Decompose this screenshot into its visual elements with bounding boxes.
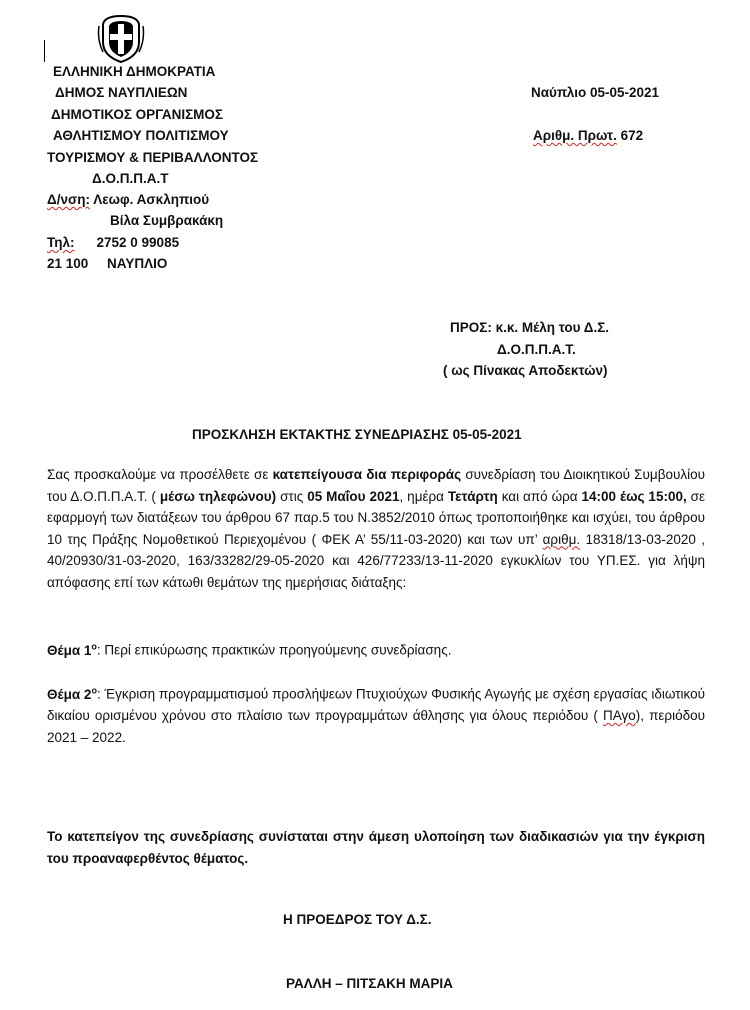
invitation-text-7: 18318/13-03-2020 , 40/20930/31-03-2020, 163/33282/29-05-2020 και 426/77233/13-11-2020 εγκυκλίων του ΥΠ.ΕΣ. για λήψη απόφασης επί των κάτωθι θεμάτων της ημερήσιας διάταξης: [47,531,705,590]
urgency-statement: Το κατεπείγον της συνεδρίασης συνίσταται στην άμεση υλοποίηση των διαδικασιών για την έγκριση του προαναφερθέντος θέματος. [47,829,705,866]
topic-2-text-a: : Έγκριση προγραμματισμού προσλήψεων Πτυχιούχων Φυσικής Αγωγής με σχέση εργασίας ιδιωτικού δικαίου ορισμένου χρόνου στο πλαίσιο των προγραμμάτων άθλησης για όλους περιόδου ( [47,686,705,723]
topic-1-label: Θέμα $1^o$ [47,641,97,658]
recipient-line-1: ΠΡΟΣ: κ.κ. Μέλη του Δ.Σ. [450,320,610,335]
issuer-municipality: ΔΗΜΟΣ ΝΑΥΠΛΙΕΩΝ [55,85,188,100]
recipient-line-2: Δ.Ο.Π.Π.Α.Τ. [497,342,576,357]
issuer-republic: ΕΛΛΗΝΙΚΗ ΔΗΜΟΚΡΑΤΙΑ [53,64,216,79]
topic-2-abbr: ΠΑγο [602,708,636,723]
invitation-text-3: στις [276,488,308,504]
protocol-label: Αριθμ. Πρωτ. [533,128,617,143]
issuer-acronym: Δ.Ο.Π.Π.Α.Τ [92,171,169,186]
issuer-phone [47,232,179,254]
agenda-topic-1 [47,636,705,661]
agenda-topic-2 [47,680,705,748]
document-title: ΠΡΟΣΚΛΗΣΗ ΕΚΤΑΚΤΗΣ ΣΥΝΕΔΡΙΑΣΗΣ 05-05-2021 [192,427,522,442]
issuer-organization-1: ΔΗΜΟΤΙΚΟΣ ΟΡΓΑΝΙΣΜΟΣ [51,107,224,122]
place-date: Ναύπλιο 05-05-2021 [531,85,660,100]
invitation-weekday: Τετάρτη [447,488,498,504]
protocol-value: 672 [616,128,644,143]
protocol-number [533,125,643,147]
invitation-time: 14:00 έως 15:00, [581,488,687,504]
topic-2-label: Θέμα $2^o$ [47,685,97,702]
invitation-urgent: κατεπείγουσα δια περιφοράς [272,467,462,482]
signatory-name: ΡΑΛΛΗ – ΠΙΤΣΑΚΗ ΜΑΡΙΑ [286,976,453,991]
invitation-text-4: , ημέρα [399,488,448,504]
recipient-line-3: ( ως Πίνακας Αποδεκτών) [443,363,608,378]
topic-1-text: : Περί επικύρωσης πρακτικών προηγούμενης συνεδρίασης. [96,642,452,658]
issuer-address [47,189,209,211]
greek-coat-of-arms-icon [97,12,145,64]
text-cursor [44,40,45,62]
phone-label: Τηλ: [47,235,75,250]
phone-number: 2752 0 99085 [96,235,180,250]
address-label: Δ/νση: [47,192,90,207]
invitation-number-abbr: αριθμ. [542,531,581,547]
issuer-postal: 21 100 ΝΑΥΠΛΙΟ [47,256,168,271]
invitation-paragraph [47,464,705,593]
invitation-text-6: σε εφαρμογή των διατάξεων του άρθρου 67 παρ.5 του Ν.3852/2010 όπως τροποποιήθηκε και ισχύει, του άρθρου 10 της Πράξης Νομοθετικού Περιεχομένου ( ΦΕΚ Α’ 55/11-03-2020) και των υπ’ [47,488,705,547]
issuer-address-building: Βίλα Συμβρακάκη [110,213,224,228]
invitation-by-phone: μέσω τηλεφώνου) [159,488,277,504]
invitation-text-5: και από ώρα [497,488,582,504]
invitation-text-2: συνεδρίαση του Διοικητικού Συμβουλίου του Δ.Ο.Π.Π.Α.Τ. ( [47,467,705,504]
address-street: Λεωφ. Ασκληπιού [89,192,210,207]
signatory-role: Η ΠΡΟΕΔΡΟΣ ΤΟΥ Δ.Σ. [283,912,432,927]
invitation-text-1: Σας προσκαλούμε να προσέλθετε σε [47,467,273,482]
issuer-organization-2: ΑΘΛΗΤΙΣΜΟΥ ΠΟΛΙΤΙΣΜΟΥ [53,128,229,143]
topic-2-text-b: ), περιόδου 2021 – 2022. [47,708,706,745]
invitation-date: 05 Μαΐου 2021 [307,488,400,504]
issuer-organization-3: ΤΟΥΡΙΣΜΟΥ & ΠΕΡΙΒΑΛΛΟΝΤΟΣ [47,150,259,165]
